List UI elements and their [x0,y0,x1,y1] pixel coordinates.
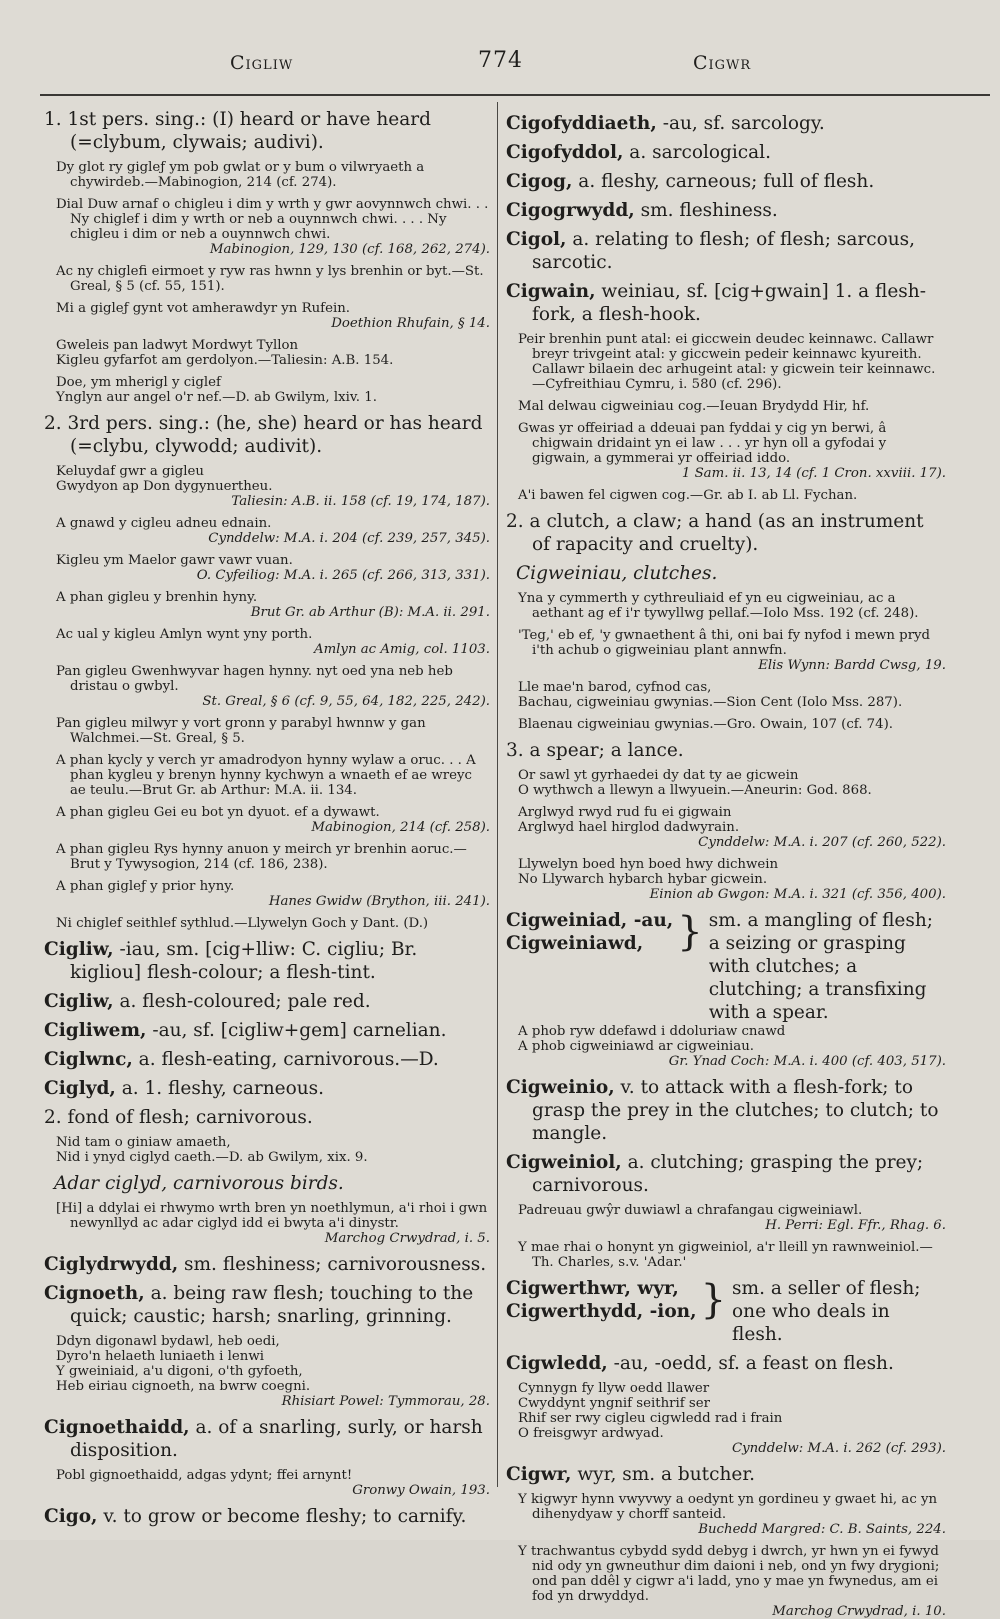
citation [44,464,490,509]
citation-source: O. Cyfeiliog: M.A. i. 265 (cf. 266, 313, 331). [196,568,490,583]
citation-source: Brut Gr. ab Arthur (B): M.A. ii. 291. [250,605,490,620]
citation [44,553,490,583]
entry-headword: Cigwerthwr, wyr, [506,1278,679,1299]
citation-line: Y mae rhai o honynt yn gigweiniol, a'r lleill yn rawnweiniol.—Th. Charles, s.v. 'Adar.' [518,1240,933,1270]
citation [44,160,490,190]
citation-line: Llywelyn boed hyn boed hwy dichwein [518,857,779,872]
citation-line: A phan gigleƒ y prior hyny. [56,879,235,894]
entry-definition: a. flesh-eating, carnivorous.—D. [132,1049,439,1070]
citation-line: A'i bawen fel cigwen cog.—Gr. ab I. ab Ll. Fychan. [518,488,858,503]
dictionary-entry [44,1505,490,1528]
entry-headword: Cigofyddol, [506,142,624,163]
citation [44,1468,490,1498]
dictionary-entry [506,228,946,274]
dictionary-entry [506,1076,946,1145]
dictionary-entry [506,112,946,135]
subsense-line: Adar ciglyd, carnivorous birds. [54,1173,344,1194]
brace-mark: } [700,1277,727,1323]
entry-headword: Cigwain, [506,281,596,302]
citation-source: Gronwy Owain, 193. [352,1483,490,1498]
citation-source: Hanes Gwidw (Brython, iii. 241). [268,894,490,909]
citation-line: Nid tam o giniaw amaeth, [56,1135,231,1150]
sense-line: 2. 3rd pers. sing.: (he, she) heard or has heard (=clybu, clywodd; audivit). [44,413,483,457]
brace-mark: } [677,909,703,955]
left-running-head: Cigliw [230,52,294,74]
citation-line: Ac ual y kigleu Amlyn wynt yny porth. [56,627,313,642]
entry-definition: a. relating to flesh; of flesh; sarcous, sarcotic. [532,229,915,273]
citation [44,879,490,909]
entry-headword: Cigweinio, [506,1077,615,1098]
entry-headword: Cigwr, [506,1464,572,1485]
citation-line: Nid i ynyd ciglyd caeth.—D. ab Gwilym, xix. 9. [56,1150,368,1165]
citation [44,1201,490,1246]
citation-line: Arglwyd rwyd rud fu ei gigwain [518,805,732,820]
citation [506,1544,946,1619]
entry-definition: sm. fleshiness. [634,200,778,221]
citation-line: Ddyn digonawl bydawl, heb oedi, [56,1334,280,1349]
citation [506,1240,946,1270]
citation-source: Doethion Rhufain, § 14. [331,316,490,331]
entry-headword: Cignoethaidd, [44,1417,190,1438]
citation-line: Kigleu gyfarfot am gerdolyon.—Taliesin: A.B. 154. [56,353,394,368]
citation [44,301,490,331]
entry-headword: Cignoeth, [44,1283,145,1304]
citation-line: O wythwch a llewyn a llwyuein.—Aneurin: God. 868. [518,783,872,798]
citation-line: O freisgwyr ardwyad. [518,1426,664,1441]
citation-source: Taliesin: A.B. ii. 158 (cf. 19, 174, 187). [231,494,490,509]
citation-line: Gwas yr offeiriad a ddeuai pan fyddai y cig yn berwi, â chigwain dridaint yn ei law . . . yr hyn oll a gyfodai y gigwain, a gymmerai yr offeiriad iddo. [518,421,887,466]
citation-line: [Hi] a ddylai ei rhwymo wrth bren yn noethlymun, a'i rhoi i gwn newynllyd ac adar ciglyd idd ei bwyta a'i dinystr. [56,1201,488,1231]
citation [506,1381,946,1456]
dictionary-entry [44,1282,490,1328]
citation-line: Padreuau gwŷr duwiawl a chrafangau cigweiniawl. [518,1203,863,1218]
citation [506,488,946,503]
citation-line: Or sawl yt gyrhaedei dy dat ty ae gicwein [518,768,799,783]
dictionary-entry [506,1463,946,1486]
citation [506,768,946,798]
entry-definition: weiniau, sf. [cig+gwain] 1. a flesh-fork, a flesh-hook. [532,281,926,325]
citation-source: Marchog Crwydrad, i. 10. [772,1604,946,1619]
citation-line: Dial Duw arnaf o chigleu i dim y wrth y gwr aovynnwch chwi. . . Ny chiglef i dim y wrth or neb a ouynnwch chwi. . . . Ny chigleu i dim or neb a ouynnwch chwi. [56,197,489,242]
citation-line: A gnawd y cigleu adneu ednain. [56,516,272,531]
citation-line: Peir brenhin punt atal: ei giccwein deudec keinnawc. Callawr breyr trivgeint atal: y giccwein pedeir keinnawc kyureith. Callawr bilaein dec arhugeint atal: y gicwein teir keinnawc.—Cyfreithiau Cymru, i. 580 (cf. 296). [518,332,936,392]
citation-line: Ynglyn aur angel o'r nef.—D. ab Gwilym, lxiv. 1. [56,390,377,405]
dictionary-entry [44,990,490,1013]
citation-line: A phan gigleu Rys hynny anuon y meirch yr brenhin aoruc.—Brut y Tywysogion, 214 (cf. 186, 238). [56,842,467,872]
citation [506,628,946,673]
citation [506,591,946,621]
citation-source: Buchedd Margred: C. B. Saints, 224. [698,1522,946,1537]
citation-line: A phan kycly y verch yr amadrodyon hynny wylaw a oruc. . . A phan kygleu y brenyn hynny kychwyn a wnaeth ef ae wreyc ae teulu.—Brut Gr. ab Arthur: M.A. ii. 134. [56,753,476,798]
left-column [44,106,490,1527]
sense-line: 1. 1st pers. sing.: (I) heard or have heard (=clybum, clywais; audivi). [44,109,431,153]
citation [44,375,490,405]
citation [44,805,490,835]
sense-line: 3. a spear; a lance. [506,740,684,761]
dictionary-entry [506,170,946,193]
citation [44,197,490,257]
citation-source: H. Perri: Egl. Ffr., Rhag. 6. [765,1218,946,1233]
dictionary-entry [44,1253,490,1276]
bracketed-headwords [506,1277,697,1346]
right-column [506,106,946,1619]
citation-line: Pan gigleu milwyr y vort gronn y parabyl hwnnw y gan Walchmei.—St. Greal, § 5. [56,716,426,746]
entry-headword: Cigo, [44,1506,98,1527]
citation-source: Mabinogion, 129, 130 (cf. 168, 262, 274). [209,242,490,257]
entry-headword: Cigwerthydd, -ion, [506,1301,697,1322]
citation-source: Gr. Ynad Coch: M.A. i. 400 (cf. 403, 517). [668,1054,946,1069]
entry-definition: -au, sf. sarcology. [656,113,825,134]
entry-definition: v. to attack with a flesh-fork; to grasp the prey in the clutches; to clutch; to mangle. [532,1077,939,1144]
entry-headword: Cigol, [506,229,567,250]
citation-line: Ni chiglef seithlef sythlud.—Llywelyn Goch y Dant. (D.) [56,916,429,931]
citation [506,421,946,481]
citation-source: Einion ab Gwgon: M.A. i. 321 (cf. 356, 400). [649,887,946,902]
header-rule [40,94,990,96]
dictionary-entry [506,280,946,326]
entry-headword: Cigofyddiaeth, [506,113,657,134]
citation [44,1135,490,1165]
entry-definition: -au, sf. [cigliw+gem] carnelian. [146,1020,447,1041]
entry-headword: Cigweiniawd, [506,933,644,954]
citation-source: Cynddelw: M.A. i. 204 (cf. 239, 257, 345). [208,531,490,546]
entry-headword: Cigliw, [44,991,114,1012]
citation-line: Cwyddynt yngnif seithrif ser [518,1396,710,1411]
citation-line: Cynnygn fy llyw oedd llawer [518,1381,710,1396]
bracketed-entry [506,1277,946,1346]
citation-line: Heb eiriau cignoeth, na bwrw coegni. [56,1379,311,1394]
entry-definition: a. being raw flesh; touching to the quick; caustic; harsh; snarling, grinning. [70,1283,474,1327]
citation [44,590,490,620]
citation-line: Y kigwyr hynn vwyvwy a oedynt yn gordineu y gwaet hi, ac yn dihenydyaw y chorff santeid. [518,1492,938,1522]
citation [506,1492,946,1537]
column-divider [497,102,498,1487]
citation-line: Gwydyon ap Don dygynuertheu. [56,479,273,494]
entry-definition: wyr, sm. a butcher. [571,1464,756,1485]
citation [44,716,490,746]
citation [506,680,946,710]
citation-line: A phan gigleu y brenhin hyny. [56,590,258,605]
entry-headword: Cigliw, [44,939,114,960]
citation [44,1334,490,1409]
citation [44,264,490,294]
citation-source: 1 Sam. ii. 13, 14 (cf. 1 Cron. xxviii. 17). [681,466,946,481]
citation [506,1203,946,1233]
citation-line: Doe, ym mherigl y ciglef [56,375,221,390]
bracketed-entry [506,909,946,1024]
citation-source: St. Greal, § 6 (cf. 9, 55, 64, 182, 225, 242). [202,694,490,709]
citation-source: Mabinogion, 214 (cf. 258). [311,820,490,835]
entry-definition: a. sarcological. [623,142,771,163]
citation-line: A phob cigweiniawd ar cigweiniau. [518,1039,754,1054]
entry-definition: sm. fleshiness; carnivorousness. [178,1254,487,1275]
entry-headword: Ciglyd, [44,1078,116,1099]
entry-definition: a. flesh-coloured; pale red. [113,991,371,1012]
citation [506,805,946,850]
citation [44,664,490,709]
dictionary-entry [506,199,946,222]
page-header [0,44,1000,84]
citation [506,1024,946,1069]
citation-line: Keluydaf gwr a gigleu [56,464,204,479]
citation [506,332,946,392]
citation-line: Bachau, cigweiniau gwynias.—Sion Cent (Iolo Mss. 287). [518,695,903,710]
entry-definition: a. clutching; grasping the prey; carnivorous. [532,1152,924,1196]
entry-headword: Cigwledd, [506,1353,608,1374]
entry-definition: sm. a seller of flesh; one who deals in flesh. [732,1278,921,1345]
citation-line: Pan gigleu Gwenhwyvar hagen hynny. nyt oed yna neb heb dristau o gwbyl. [56,664,453,694]
dictionary-entry [506,1352,946,1375]
citation-line: No Llywarch hybarch hybar gicwein. [518,872,768,887]
bracketed-headwords [506,909,673,1024]
entry-headword: Ciglydrwydd, [44,1254,179,1275]
dictionary-entry [44,1077,490,1100]
entry-definition: a. 1. fleshy, carneous. [115,1078,325,1099]
dictionary-entry [44,1048,490,1071]
sense-line: 2. a clutch, a claw; a hand (as an instrument of rapacity and cruelty). [506,511,924,555]
citation-line: 'Teg,' eb ef, 'y gwnaethent â thi, oni bai fy nyfod i mewn pryd i'th achub o gigweiniau plant annwfn. [518,628,931,658]
entry-definition: -iau, sm. [cig+lliw: C. cigliu; Br. kigliou] flesh-colour; a flesh-tint. [70,939,418,983]
entry-headword: Ciglwnc, [44,1049,133,1070]
citation-line: Arglwyd hael hirglod dadwyrain. [518,820,740,835]
citation-line: A phob ryw ddefawd i ddoluriaw cnawd [518,1024,786,1039]
citation-line: Ac ny chiglefi eirmoet y ryw ras hwnn y lys brenhin or byt.—St. Greal, § 5 (cf. 55, 151). [56,264,484,294]
citation [506,399,946,414]
entry-definition: a. of a snarling, surly, or harsh disposition. [70,1417,483,1461]
citation-line: Y trachwantus cybydd sydd debyg i dwrch, yr hwn yn ei fywyd nid ody yn gwneuthur dim daioni i neb, ond yn fwy drygioni; ond pan ddêl y cigwr a'i ladd, yno y mae yn fwynedus, am ei fod yn drwyddyd. [518,1544,940,1604]
entry-definition: v. to grow or become fleshy; to carnify. [97,1506,467,1527]
citation-line: Y gweiniaid, a'u digoni, o'th gyfoeth, [56,1364,303,1379]
citation-line: Mal delwau cigweiniau cog.—Ieuan Brydydd Hir, hf. [518,399,870,414]
entry-definition: -au, -oedd, sf. a feast on flesh. [607,1353,894,1374]
citation [44,338,490,368]
citation-source: Elis Wynn: Bardd Cwsg, 19. [758,658,946,673]
citation-line: Rhif ser rwy cigleu cigwledd rad i frain [518,1411,783,1426]
citation [44,916,490,931]
dictionary-entry [44,938,490,984]
citation [44,516,490,546]
dictionary-entry [506,141,946,164]
entry-headword: Cigogrwydd, [506,200,635,221]
citation [44,842,490,872]
entry-headword: Cigog, [506,171,573,192]
entry-definition: a. fleshy, carneous; full of flesh. [572,171,875,192]
right-running-head: Cigwr [693,52,752,74]
citation [44,753,490,798]
dictionary-entry [506,1151,946,1197]
entry-headword: Cigweiniad, -au, [506,910,674,931]
entry-definition: sm. a mangling of flesh; a seizing or grasping with clutches; a clutching; a transfixing with a spear. [708,910,934,1023]
citation-line: Blaenau cigweiniau gwynias.—Gro. Owain, 107 (cf. 74). [518,717,894,732]
citation-line: Dy glot ry gigleƒ ym pob gwlat or y bum o vilwryaeth a chywirdeb.—Mabinogion, 214 (cf. 274). [56,160,425,190]
citation-source: Rhisiart Powel: Tymmorau, 28. [281,1394,490,1409]
citation-line: Pobl gignoethaidd, adgas ydynt; ffei arnynt! [56,1468,353,1483]
citation [506,857,946,902]
citation-source: Marchog Crwydrad, i. 5. [324,1231,490,1246]
citation [44,627,490,657]
entry-headword: Cigliwem, [44,1020,147,1041]
citation-source: Amlyn ac Amig, col. 1103. [313,642,490,657]
subsense-line: Cigweiniau, clutches. [516,563,718,584]
citation-source: Cynddelw: M.A. i. 262 (cf. 293). [731,1441,946,1456]
sense-line: 2. fond of flesh; carnivorous. [44,1107,313,1128]
citation-line: Yna y cymmerth y cythreuliaid ef yn eu cigweiniau, ac a aethant ag ef i'r tywyllwg pellaf.—Iolo Mss. 192 (cf. 248). [518,591,919,621]
dictionary-entry [44,1019,490,1042]
citation-line: Lle mae'n barod, cyfnod cas, [518,680,712,695]
dictionary-entry [44,1416,490,1462]
citation-line: Gweleis pan ladwyt Mordwyt Tyllon [56,338,299,353]
citation-line: Mi a gigleƒ gynt vot amherawdyr yn Rufein. [56,301,350,316]
entry-headword: Cigweiniol, [506,1152,622,1173]
page-number: 774 [478,48,523,73]
citation-line: Dyro'n helaeth luniaeth i lenwi [56,1349,264,1364]
citation-source: Cynddelw: M.A. i. 207 (cf. 260, 522). [698,835,946,850]
citation [506,717,946,732]
citation-line: Kigleu ym Maelor gawr vawr vuan. [56,553,293,568]
citation-line: A phan gigleu Gei eu bot yn dyuot. ef a dywawt. [56,805,380,820]
